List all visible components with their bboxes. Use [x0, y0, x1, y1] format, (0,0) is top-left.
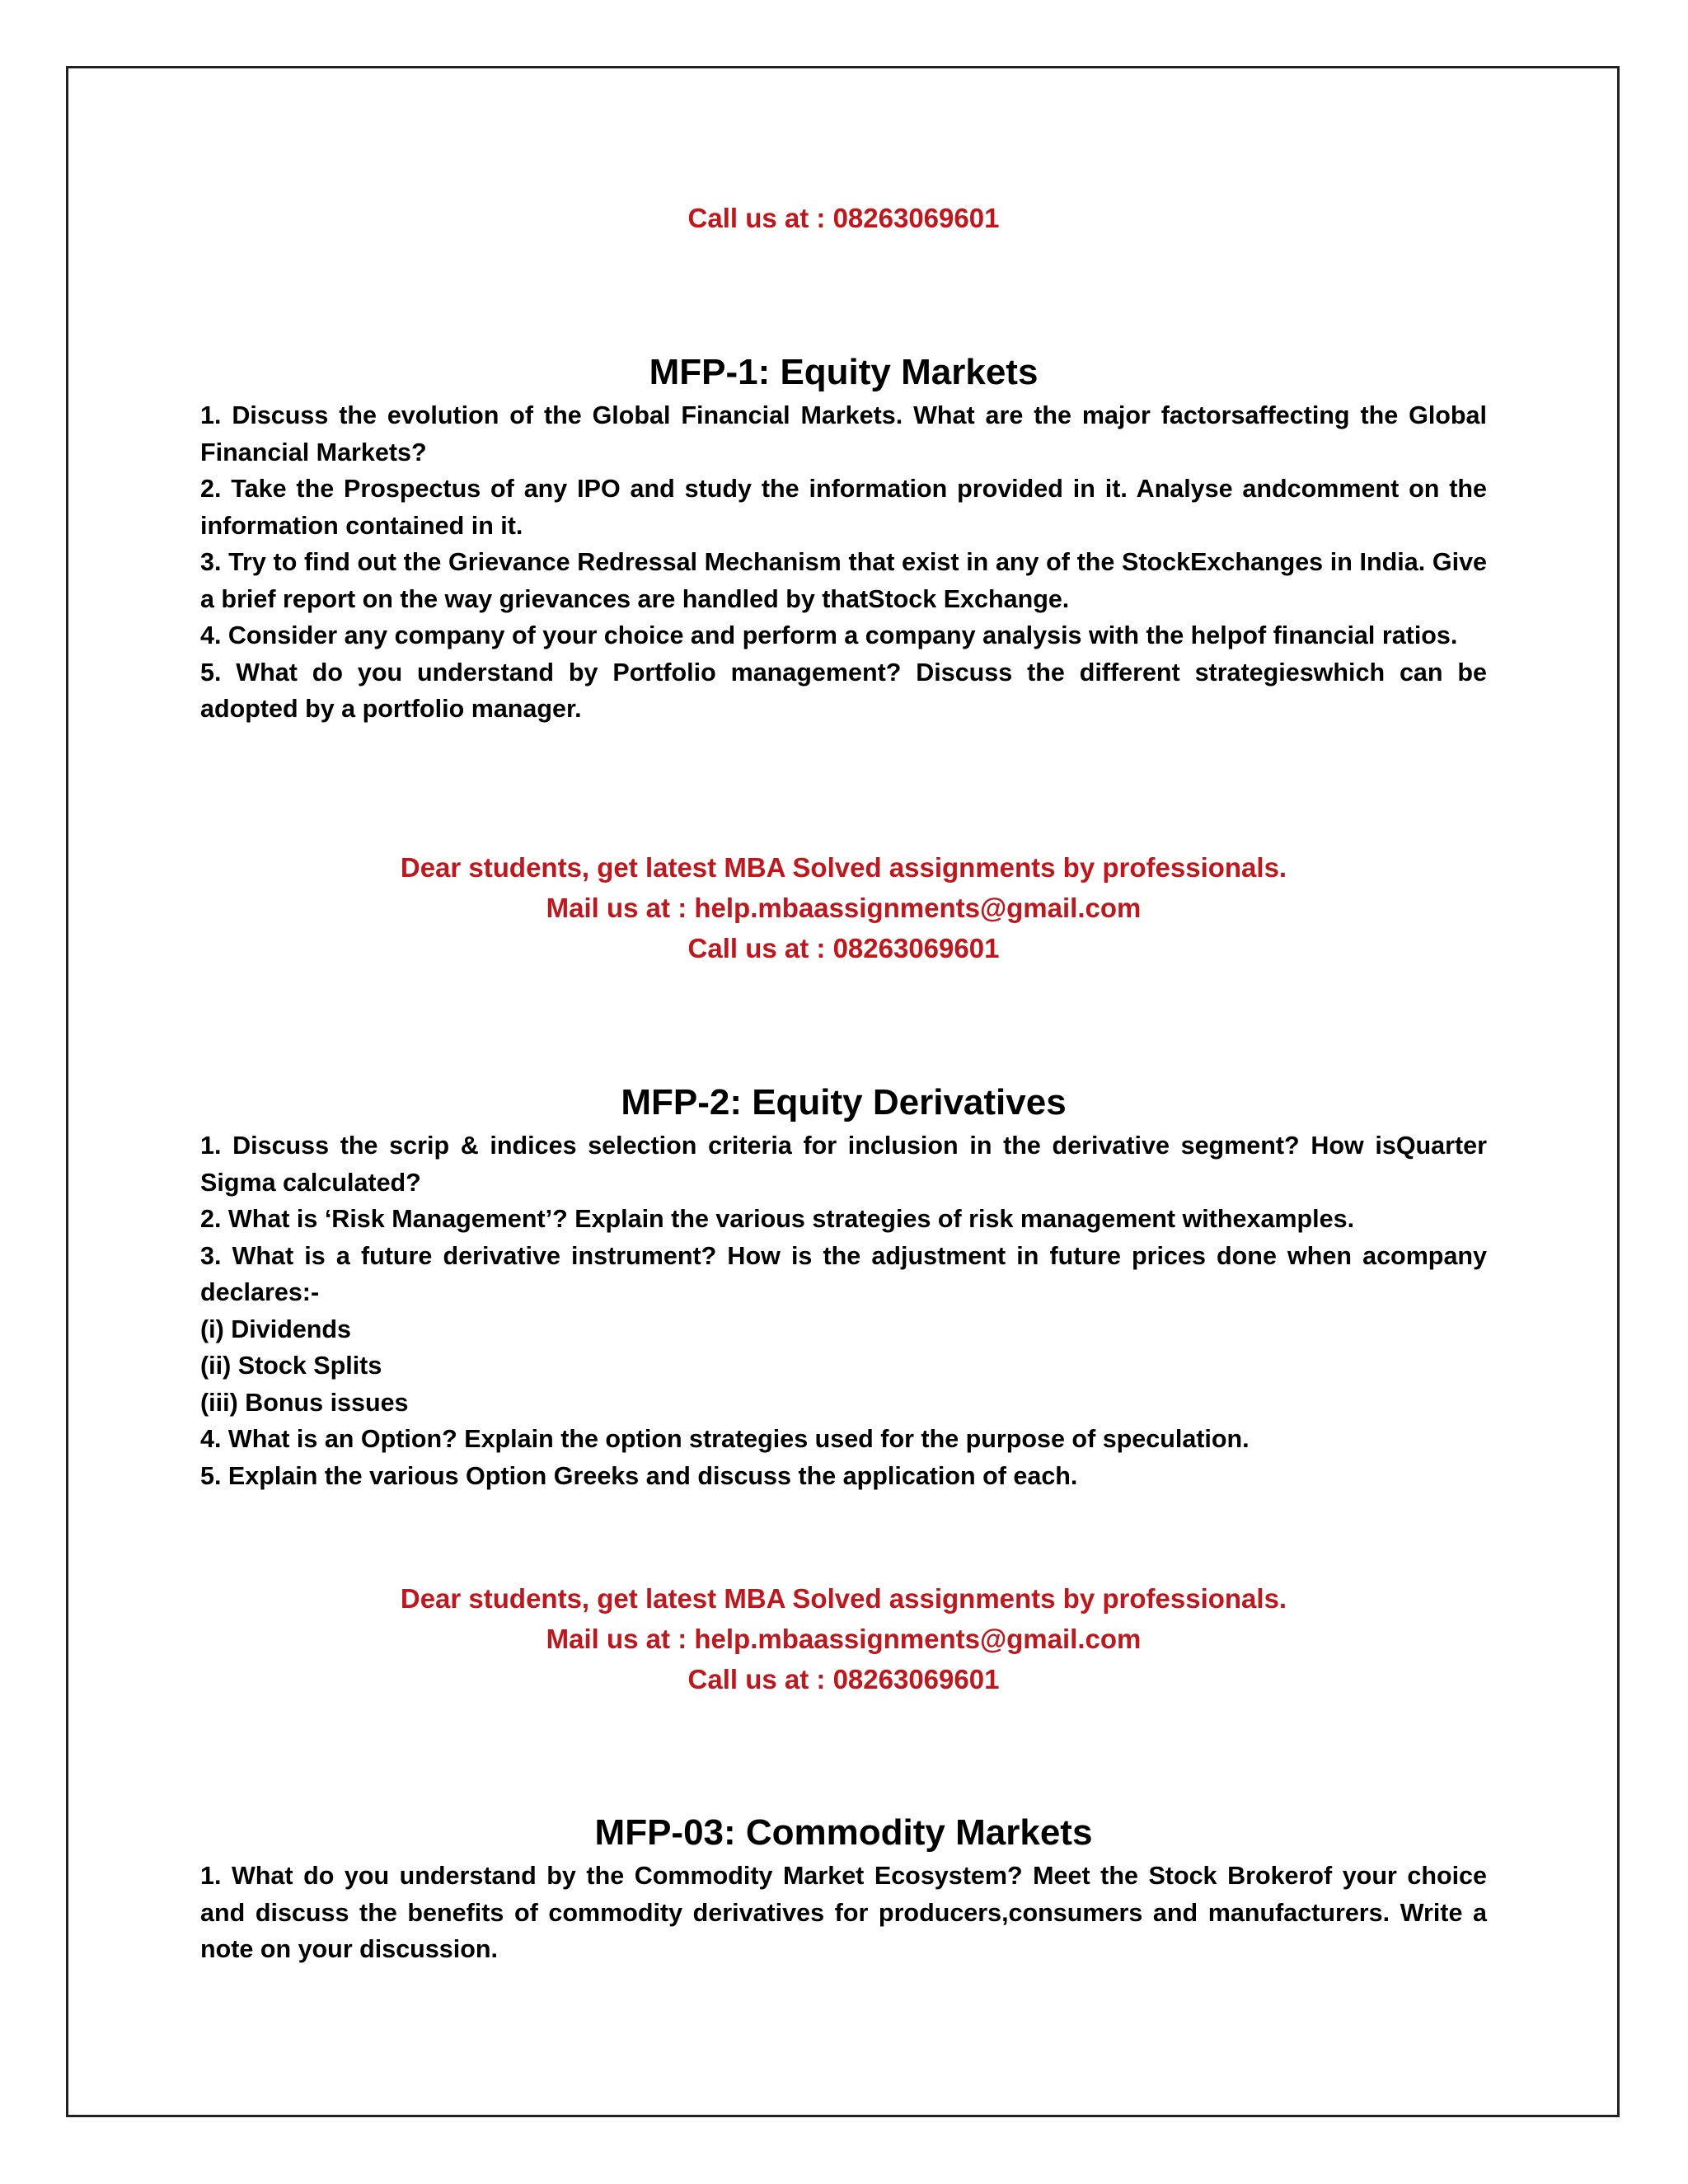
promo-line-offer: Dear students, get latest MBA Solved assignments by professionals. [400, 852, 1287, 883]
promo-block [200, 1578, 1487, 1699]
question-list [200, 397, 1487, 728]
promo-line-mail: Mail us at : help.mbaassignments@gmail.com [546, 893, 1142, 923]
section-mfp-03 [200, 1810, 1487, 1968]
question-subitem: (iii) Bonus issues [200, 1388, 409, 1417]
question-subitem: (ii) Stock Splits [200, 1352, 382, 1380]
question-list [200, 1858, 1487, 1968]
section-title: MFP-03: Commodity Markets [594, 1812, 1093, 1853]
section-title: MFP-2: Equity Derivatives [621, 1082, 1067, 1122]
promo-line-call: Call us at : 08263069601 [687, 1664, 1000, 1694]
question-item: 3. Try to find out the Grievance Redressal Mechanism that exist in any of the StockExchanges in India. Give a brief report on the way grievances are handled by thatStock Exchange. [200, 548, 1487, 613]
promo-block [200, 847, 1487, 968]
top-call-line: Call us at : 08263069601 [687, 203, 1000, 233]
question-item: 2. Take the Prospectus of any IPO and study the information provided in it. Analyse andcomment on the information contained in it. [200, 475, 1487, 540]
question-item: 2. What is ‘Risk Management’? Explain the various strategies of risk management withexamples. [200, 1205, 1355, 1233]
question-item: 1. Discuss the scrip & indices selection criteria for inclusion in the derivative segment? How isQuarter Sigma calculated? [200, 1132, 1487, 1197]
question-item: 4. What is an Option? Explain the option strategies used for the purpose of speculation. [200, 1425, 1250, 1453]
question-item: 4. Consider any company of your choice and perform a company analysis with the helpof financial ratios. [200, 621, 1458, 649]
question-item: 3. What is a future derivative instrument? How is the adjustment in future prices done when acompany declares:- [200, 1241, 1487, 1306]
promo-line-mail: Mail us at : help.mbaassignments@gmail.com [546, 1624, 1142, 1654]
top-contact [200, 198, 1487, 238]
question-item: 5. What do you understand by Portfolio management? Discuss the different strategieswhich can be adopted by a portfolio manager. [200, 658, 1487, 723]
promo-line-call: Call us at : 08263069601 [687, 933, 1000, 963]
question-item: 5. Explain the various Option Greeks and discuss the application of each. [200, 1461, 1078, 1490]
question-item: 1. What do you understand by the Commodity Market Ecosystem? Meet the Stock Brokerof your choice and discuss the benefits of commodity derivatives for producers,consumers and manufacturers. Write a note on your discussion. [200, 1862, 1487, 1963]
promo-line-offer: Dear students, get latest MBA Solved assignments by professionals. [400, 1583, 1287, 1614]
question-subitem: (i) Dividends [200, 1315, 352, 1343]
section-title: MFP-1: Equity Markets [649, 352, 1039, 392]
question-list [200, 1127, 1487, 1494]
section-mfp-2 [200, 1080, 1487, 1494]
section-mfp-1 [200, 349, 1487, 728]
question-item: 1. Discuss the evolution of the Global Financial Markets. What are the major factorsaffecting the Global Financial Markets? [200, 401, 1487, 466]
